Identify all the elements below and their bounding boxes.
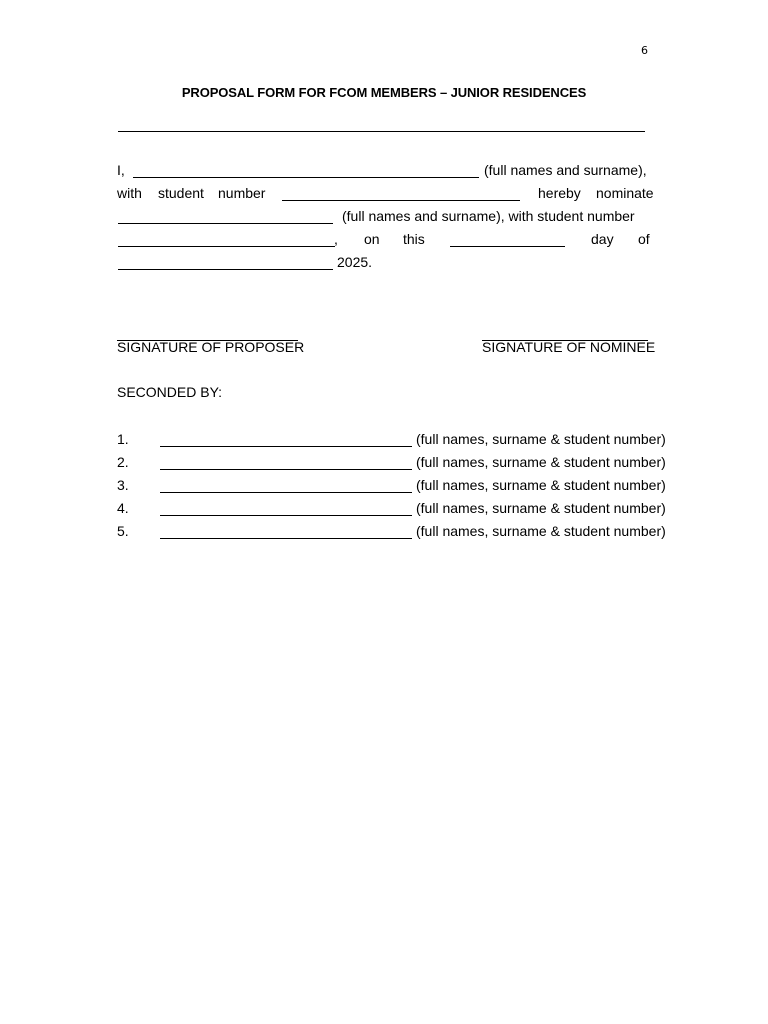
seconder-item <box>117 431 666 449</box>
day-field[interactable] <box>450 246 565 247</box>
paragraph-line-1 <box>117 162 649 180</box>
seconder-item <box>117 523 666 541</box>
item-number: 3. <box>117 477 129 493</box>
seconder-hint: (full names, surname & student number) <box>416 523 666 539</box>
month-field[interactable] <box>118 269 333 270</box>
paragraph-line-5 <box>117 254 649 272</box>
paragraph-line-2 <box>117 185 654 203</box>
seconder-item <box>117 454 666 472</box>
seconder-field[interactable] <box>160 492 412 493</box>
word-on: on <box>364 231 380 247</box>
seconder-item <box>117 477 666 495</box>
seconder-hint: (full names, surname & student number) <box>416 477 666 493</box>
word-this: this <box>403 231 425 247</box>
seconder-item <box>117 500 666 518</box>
paragraph-line-4 <box>117 231 649 249</box>
seconder-field[interactable] <box>160 515 412 516</box>
word-student: student <box>158 185 204 201</box>
title-underline <box>118 131 645 132</box>
comma: , <box>334 231 338 247</box>
year-text: 2025. <box>337 254 373 270</box>
word-day: day <box>591 231 614 247</box>
nominee-student-number-field[interactable] <box>118 246 335 247</box>
item-number: 4. <box>117 500 129 516</box>
form-title: PROPOSAL FORM FOR FCOM MEMBERS – JUNIOR RESIDENCES <box>181 85 587 100</box>
seconder-field[interactable] <box>160 469 412 470</box>
proposer-student-number-field[interactable] <box>282 200 520 201</box>
word-hereby: hereby <box>538 185 581 201</box>
word-of: of <box>638 231 650 247</box>
seconder-hint: (full names, surname & student number) <box>416 454 666 470</box>
word-with: with <box>117 185 142 201</box>
seconded-by-heading: SECONDED BY: <box>117 384 223 400</box>
seconder-hint: (full names, surname & student number) <box>416 500 666 516</box>
seconder-field[interactable] <box>160 538 412 539</box>
nominee-name-field[interactable] <box>118 223 333 224</box>
item-number: 1. <box>117 431 129 447</box>
word-i: I, <box>117 162 125 178</box>
word-number: number <box>218 185 266 201</box>
nominee-signature-label: SIGNATURE OF NOMINEE <box>482 339 656 355</box>
proposer-name-field[interactable] <box>133 177 479 178</box>
word-nominate: nominate <box>596 185 654 201</box>
item-number: 5. <box>117 523 129 539</box>
proposer-signature-label: SIGNATURE OF PROPOSER <box>117 339 305 355</box>
paragraph-line-3 <box>117 208 649 226</box>
seconder-field[interactable] <box>160 446 412 447</box>
page-number: 6 <box>641 44 648 57</box>
full-names-hint: (full names and surname), <box>484 162 647 178</box>
seconder-hint: (full names, surname & student number) <box>416 431 666 447</box>
nominee-hint: (full names and surname), with student number <box>342 208 635 224</box>
item-number: 2. <box>117 454 129 470</box>
